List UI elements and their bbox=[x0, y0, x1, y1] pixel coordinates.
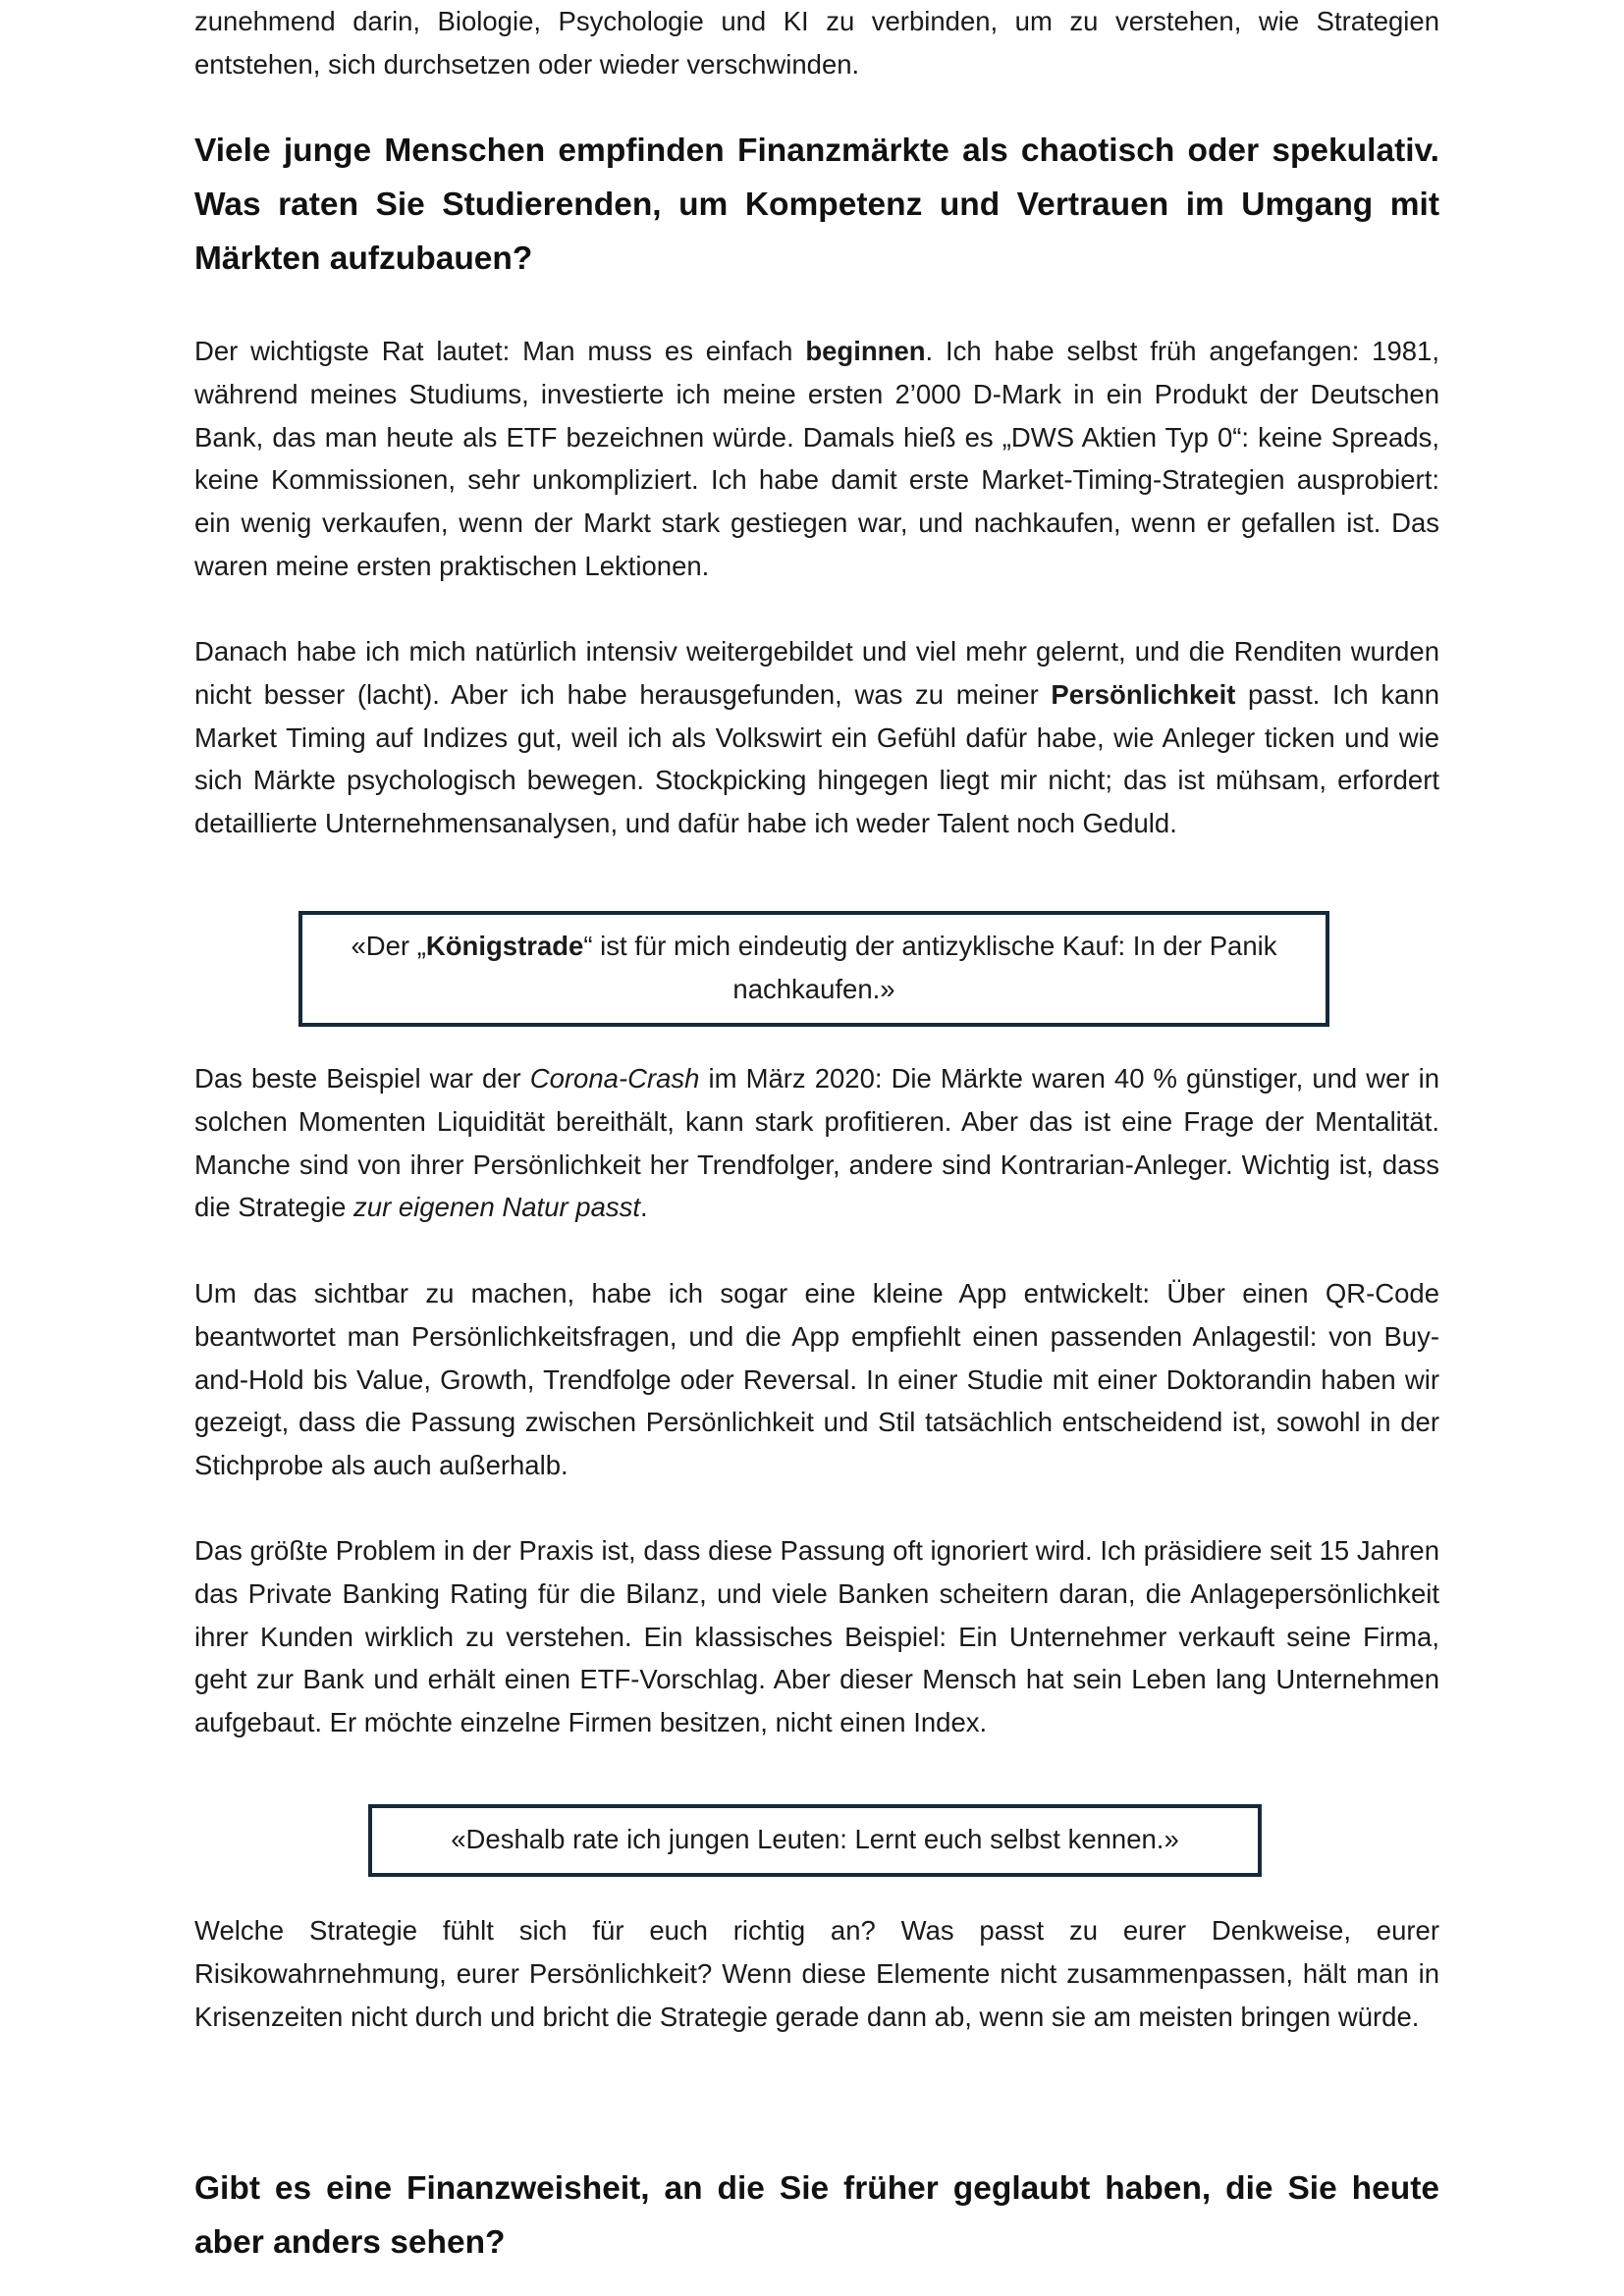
question-heading-1: Viele junge Menschen empfinden Finanzmärkte als chaotisch oder spekulativ. Was raten Sie Studierenden, um Kompetenz und Vertrauen im Umgang mit Märkten aufzubauen? bbox=[194, 133, 1439, 277]
answer-paragraph-1-text-a: Der wichtigste Rat lautet: Man muss es einfach bbox=[194, 336, 806, 366]
answer-paragraph-4: Um das sichtbar zu machen, habe ich sogar eine kleine App entwickelt: Über einen QR-Code beantwortet man Persönlichkeitsfragen, und die App empfiehlt einen passenden Anlagestil: von Buy-and-Hold bis Value, Growth, Trendfolge oder Reversal. In einer Studie mit einer Doktorandin haben wir gezeigt, dass die Passung zwischen Persönlichkeit und Stil tatsächlich entscheidend ist, sowohl in der Stichprobe als auch außerhalb. bbox=[194, 1278, 1439, 1481]
answer-paragraph-3-text-c: . bbox=[640, 1192, 648, 1223]
answer-paragraph-1 bbox=[194, 330, 1439, 588]
answer-paragraph-2-text-a: Danach habe ich mich natürlich intensiv weitergebildet und viel mehr gelernt, und die Renditen wurden nicht besser (lacht). Aber ich habe herausgefunden, was zu meiner bbox=[194, 636, 1439, 710]
answer-paragraph-3 bbox=[194, 1057, 1439, 1229]
answer-paragraph-6: Welche Strategie fühlt sich für euch richtig an? Was passt zu eurer Denkweise, eurer Risikowahrnehmung, eurer Persönlichkeit? Wenn diese Elemente nicht zusammenpassen, hält man in Krisenzeiten nicht durch und bricht die Strategie gerade dann ab, wenn sie am meisten bringen würde. bbox=[194, 1915, 1439, 2032]
answer-paragraph-5: Das größte Problem in der Praxis ist, dass diese Passung oft ignoriert wird. Ich präsidiere seit 15 Jahren das Private Banking Rating für die Bilanz, und viele Banken scheitern daran, die Anlagepersönlichkeit ihrer Kunden wirklich zu verstehen. Ein klassisches Beispiel: Ein Unternehmer verkauft seine Firma, geht zur Bank und erhält einen ETF-Vorschlag. Aber dieser Mensch hat sein Leben lang Unternehmen aufgebaut. Er möchte einzelne Firmen besitzen, nicht einen Index. bbox=[194, 1535, 1439, 1738]
pull-quote-2: «Deshalb rate ich jungen Leuten: Lernt euch selbst kennen.» bbox=[368, 1804, 1262, 1877]
answer-paragraph-3-italic-a: Corona-Crash bbox=[529, 1063, 700, 1094]
answer-paragraph-1-text-b: . Ich habe selbst früh angefangen: 1981, während meines Studiums, investierte ich meine ersten 2’000 D-Mark in ein Produkt der Deutschen Bank, das man heute als ETF bezeichnen würde. Damals hieß es „DWS Aktien Typ 0“: keine Spreads, keine Kommissionen, sehr unkompliziert. Ich habe damit erste Market-Timing-Strategien ausprobiert: ein wenig verkaufen, wenn der Markt stark gestiegen war, und nachkaufen, wenn er gefallen ist. Das waren meine ersten praktischen Lektionen. bbox=[194, 336, 1439, 581]
pull-quote-1-text-b: “ ist für mich eindeutig der antizyklische Kauf: In der Panik nachkaufen.» bbox=[583, 931, 1277, 1004]
answer-paragraph-2-text-b: passt. Ich kann Market Timing auf Indizes gut, weil ich als Volkswirt ein Gefühl dafür habe, wie Anleger ticken und wie sich Märkte psychologisch bewegen. Stockpicking hingegen liegt mir nicht; das ist mühsam, erfordert detaillierte Unternehmensanalysen, und dafür habe ich weder Talent noch Geduld. bbox=[194, 678, 1439, 839]
answer-paragraph-3-text-a: Das beste Beispiel war der bbox=[194, 1063, 530, 1094]
answer-paragraph-1-bold: beginnen bbox=[805, 336, 926, 366]
intro-paragraph: zunehmend darin, Biologie, Psychologie und KI zu verbinden, um zu verstehen, wie Strategien entstehen, sich durchsetzen oder wieder verschwinden. bbox=[194, 6, 1439, 80]
pull-quote-1 bbox=[298, 911, 1329, 1027]
answer-paragraph-2-bold: Persönlichkeit bbox=[1051, 678, 1236, 710]
pull-quote-1-bold: Königstrade bbox=[425, 931, 584, 961]
question-heading-2: Gibt es eine Finanzweisheit, an die Sie früher geglaubt haben, die Sie heute aber anders sehen? bbox=[194, 2170, 1439, 2261]
answer-paragraph-2 bbox=[194, 630, 1439, 845]
answer-paragraph-3-italic-b: zur eigenen Natur passt bbox=[353, 1192, 641, 1223]
answer-paragraph-3-text-b: im März 2020: Die Märkte waren 40 % günstiger, und wer in solchen Momenten Liquidität bereithält, kann stark profitieren. Aber das ist eine Frage der Mentalität. Manche sind von ihrer Persönlichkeit her Trendfolger, andere sind Kontrarian-Anleger. Wichtig ist, dass die Strategie bbox=[194, 1063, 1439, 1223]
pull-quote-1-text-a: «Der „ bbox=[351, 931, 426, 961]
